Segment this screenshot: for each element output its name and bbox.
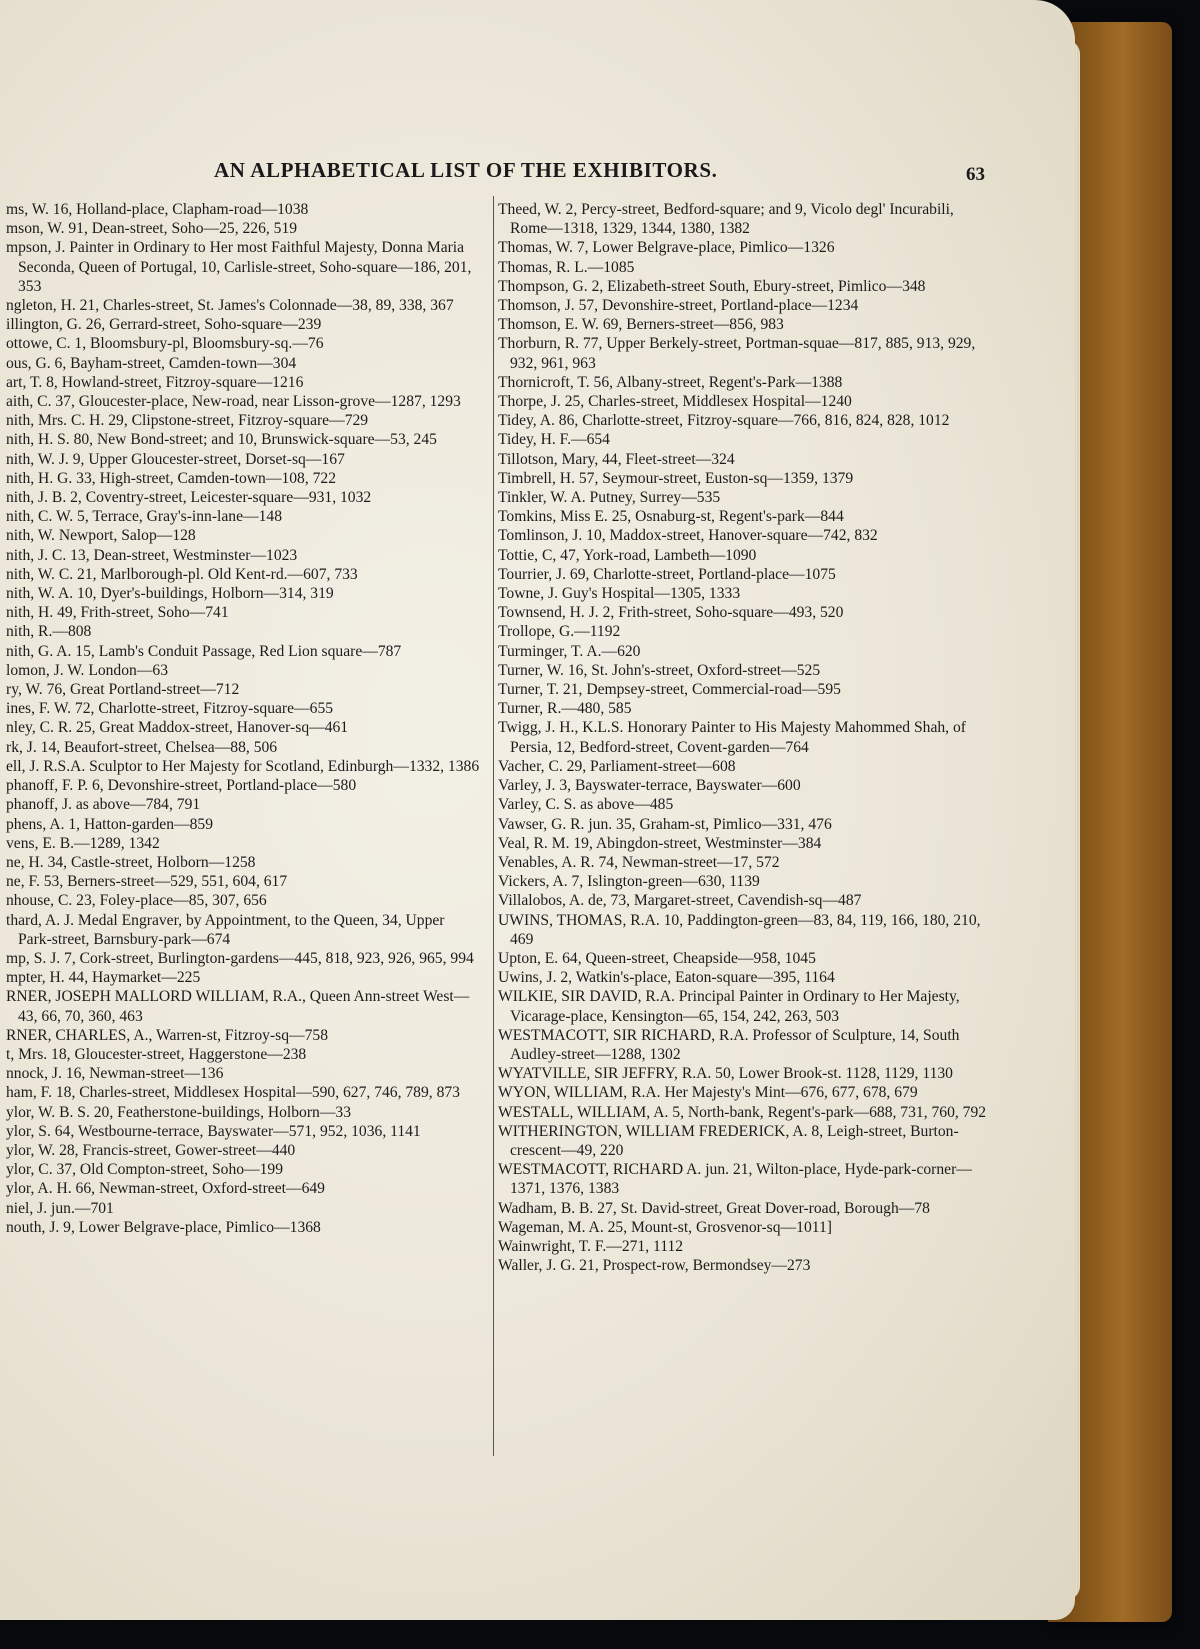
exhibitor-entry: aith, C. 37, Gloucester-place, New-road, near Lisson-grove—1287, 1293 [6,393,461,411]
exhibitor-entry: nith, H. 49, Frith-street, Soho—741 [6,604,229,622]
exhibitor-entry: Turner, T. 21, Dempsey-street, Commercial-road—595 [498,681,841,699]
exhibitor-entry: Turner, W. 16, St. John's-street, Oxford-street—525 [498,661,821,679]
exhibitor-entry: mson, W. 91, Dean-street, Soho—25, 226, 519 [6,220,298,238]
exhibitor-entry: ne, F. 53, Berners-street—529, 551, 604, 617 [6,873,288,891]
exhibitor-entry: nith, W. A. 10, Dyer's-buildings, Holborn—314, 319 [6,585,334,603]
exhibitor-entry: phanoff, F. P. 6, Devonshire-street, Portland-place—580 [6,777,357,795]
exhibitor-entry: ylor, S. 64, Westbourne-terrace, Bayswater—571, 952, 1036, 1141 [6,1122,421,1140]
page-number: 63 [966,164,985,185]
exhibitor-entry: nith, W. C. 21, Marlborough-pl. Old Kent-rd.—607, 733 [6,565,358,583]
exhibitor-entry: art, T. 8, Howland-street, Fitzroy-square—1216 [6,373,304,391]
exhibitor-entry: Thomas, W. 7, Lower Belgrave-place, Pimlico—1326 [498,239,835,257]
right-column [498,200,992,1275]
exhibitor-entry: Tidey, A. 86, Charlotte-street, Fitzroy-square—766, 816, 824, 828, 1012 [498,412,950,430]
exhibitor-entry: vens, E. B.—1289, 1342 [6,834,160,852]
exhibitor-entry: ylor, C. 37, Old Compton-street, Soho—199 [6,1161,284,1179]
exhibitor-entry: ylor, W. B. S. 20, Featherstone-buildings, Holborn—33 [6,1103,352,1121]
exhibitor-entry: ylor, W. 28, Francis-street, Gower-street—440 [6,1141,296,1159]
page-title: AN ALPHABETICAL LIST OF THE EXHIBITORS. [214,158,718,182]
exhibitor-entry: ell, J. R.S.A. Sculptor to Her Majesty for Scotland, Edinburgh—1332, 1386 [6,757,480,775]
exhibitor-entry: lomon, J. W. London—63 [6,661,169,679]
exhibitor-entry: RNER, CHARLES, A., Warren-st, Fitzroy-sq—758 [6,1026,329,1044]
exhibitor-entry: t, Mrs. 18, Gloucester-street, Haggerstone—238 [6,1045,307,1063]
exhibitor-entry: Thomas, R. L.—1085 [498,258,635,276]
exhibitor-entry: Wainwright, T. F.—271, 1112 [498,1237,684,1255]
exhibitor-entry: ines, F. W. 72, Charlotte-street, Fitzroy-square—655 [6,700,334,718]
exhibitor-entry: WESTMACOTT, RICHARD A. jun. 21, Wilton-place, Hyde-park-corner—1371, 1376, 1383 [498,1161,972,1198]
exhibitor-entry: Turminger, T. A.—620 [498,642,641,660]
exhibitor-entry: WESTALL, WILLIAM, A. 5, North-bank, Regent's-park—688, 731, 760, 792 [498,1103,987,1121]
exhibitor-entry: WYON, WILLIAM, R.A. Her Majesty's Mint—676, 677, 678, 679 [498,1084,918,1102]
exhibitor-entry: Tottie, C, 47, York-road, Lambeth—1090 [498,546,757,564]
exhibitor-entry: nouth, J. 9, Lower Belgrave-place, Pimlico—1368 [6,1218,321,1236]
exhibitor-entry: Thompson, G. 2, Elizabeth-street South, Ebury-street, Pimlico—348 [498,277,926,295]
exhibitor-entry: Thomson, E. W. 69, Berners-street—856, 983 [498,316,784,334]
exhibitor-entry: Upton, E. 64, Queen-street, Cheapside—958, 1045 [498,949,816,967]
exhibitor-entry: ous, G. 6, Bayham-street, Camden-town—304 [6,354,297,372]
left-column [6,200,482,1237]
exhibitor-entry: ry, W. 76, Great Portland-street—712 [6,681,240,699]
exhibitor-entry: nith, R.—808 [6,623,92,641]
column-divider [493,196,494,1456]
exhibitor-entry: nith, W. J. 9, Upper Gloucester-street, Dorset-sq—167 [6,450,345,468]
exhibitor-entry: nith, J. C. 13, Dean-street, Westminster—1023 [6,546,298,564]
exhibitor-entry: Thomson, J. 57, Devonshire-street, Portland-place—1234 [498,297,859,315]
exhibitor-entry: ham, F. 18, Charles-street, Middlesex Hospital—590, 627, 746, 789, 873 [6,1084,460,1102]
exhibitor-entry: Towne, J. Guy's Hospital—1305, 1333 [498,585,741,603]
exhibitor-entry: illington, G. 26, Gerrard-street, Soho-square—239 [6,316,322,334]
exhibitor-entry: Uwins, J. 2, Watkin's-place, Eaton-square—395, 1164 [498,969,835,987]
exhibitor-entry: Vacher, C. 29, Parliament-street—608 [498,757,736,775]
exhibitor-entry: WESTMACOTT, SIR RICHARD, R.A. Professor of Sculpture, 14, South Audley-street—1288, 1302 [498,1026,960,1063]
exhibitor-entry: Twigg, J. H., K.L.S. Honorary Painter to His Majesty Mahommed Shah, of Persia, 12, Bedford-street, Covent-garden—764 [498,719,966,756]
exhibitor-entry: Thorpe, J. 25, Charles-street, Middlesex Hospital—1240 [498,393,852,411]
exhibitor-entry: Wadham, B. B. 27, St. David-street, Great Dover-road, Borough—78 [498,1199,930,1217]
exhibitor-entry: ms, W. 16, Holland-place, Clapham-road—1038 [6,201,309,218]
exhibitor-entry: nley, C. R. 25, Great Maddox-street, Hanover-sq—461 [6,719,349,737]
exhibitor-entry: Vawser, G. R. jun. 35, Graham-st, Pimlico—331, 476 [498,815,832,833]
exhibitor-entry: Townsend, H. J. 2, Frith-street, Soho-square—493, 520 [498,604,844,622]
exhibitor-entry: rk, J. 14, Beaufort-street, Chelsea—88, 506 [6,738,278,756]
exhibitor-entry: WITHERINGTON, WILLIAM FREDERICK, A. 8, Leigh-street, Burton-crescent—49, 220 [498,1122,959,1159]
exhibitor-entry: Vickers, A. 7, Islington-green—630, 1139 [498,873,760,891]
exhibitor-entry: Trollope, G.—1192 [498,623,621,641]
exhibitor-entry: Wageman, M. A. 25, Mount-st, Grosvenor-sq—1011] [498,1218,832,1236]
exhibitor-entry: nnock, J. 16, Newman-street—136 [6,1065,224,1083]
exhibitor-entry: Venables, A. R. 74, Newman-street—17, 572 [498,853,780,871]
exhibitor-entry: Tomkins, Miss E. 25, Osnaburg-st, Regent's-park—844 [498,508,844,526]
exhibitor-entry: Varley, C. S. as above—485 [498,796,674,814]
exhibitor-entry: Tinkler, W. A. Putney, Surrey—535 [498,489,721,507]
exhibitor-entry: nith, J. B. 2, Coventry-street, Leicester-square—931, 1032 [6,489,372,507]
exhibitor-entry: nith, W. Newport, Salop—128 [6,527,196,545]
exhibitor-entry: Waller, J. G. 21, Prospect-row, Bermondsey—273 [498,1257,811,1275]
exhibitor-entry: Tomlinson, J. 10, Maddox-street, Hanover-square—742, 832 [498,527,878,545]
exhibitor-entry: niel, J. jun.—701 [6,1199,114,1217]
exhibitor-entry: nith, G. A. 15, Lamb's Conduit Passage, Red Lion square—787 [6,642,402,660]
exhibitor-entry: Timbrell, H. 57, Seymour-street, Euston-sq—1359, 1379 [498,469,854,487]
exhibitor-entry: UWINS, THOMAS, R.A. 10, Paddington-green—83, 84, 119, 166, 180, 210, 469 [498,911,981,948]
exhibitor-entry: nhouse, C. 23, Foley-place—85, 307, 656 [6,892,267,910]
exhibitor-entry: WILKIE, SIR DAVID, R.A. Principal Painter in Ordinary to Her Majesty, Vicarage-place, Kensington—65, 154, 242, 263, 503 [498,988,960,1025]
exhibitor-entry: ne, H. 34, Castle-street, Holborn—1258 [6,853,256,871]
exhibitor-entry: phens, A. 1, Hatton-garden—859 [6,815,214,833]
exhibitor-entry: Villalobos, A. de, 73, Margaret-street, Cavendish-sq—487 [498,892,862,910]
exhibitor-entry: Veal, R. M. 19, Abingdon-street, Westminster—384 [498,834,822,852]
exhibitor-entry: Turner, R.—480, 585 [498,700,632,718]
page-header [0,158,1000,190]
exhibitor-entry: WYATVILLE, SIR JEFFRY, R.A. 50, Lower Brook-st. 1128, 1129, 1130 [498,1065,953,1083]
exhibitor-entry: Varley, J. 3, Bayswater-terrace, Bayswater—600 [498,777,801,795]
exhibitor-entry: Tillotson, Mary, 44, Fleet-street—324 [498,450,735,468]
exhibitor-entry: thard, A. J. Medal Engraver, by Appointment, to the Queen, 34, Upper Park-street, Barnsbury-park—674 [6,911,445,948]
exhibitor-entry: ottowe, C. 1, Bloomsbury-pl, Bloomsbury-sq.—76 [6,335,324,353]
exhibitor-entry: Tourrier, J. 69, Charlotte-street, Portland-place—1075 [498,565,836,583]
exhibitor-entry: Thornicroft, T. 56, Albany-street, Regent's-Park—1388 [498,373,843,391]
exhibitor-entry: mpson, J. Painter in Ordinary to Her most Faithful Majesty, Donna Maria Seconda, Queen of Portugal, 10, Carlisle-street, Soho-square—186, 201, 353 [6,239,472,295]
exhibitor-entry: mp, S. J. 7, Cork-street, Burlington-gardens—445, 818, 923, 926, 965, 994 [6,949,474,967]
exhibitor-entry: ylor, A. H. 66, Newman-street, Oxford-street—649 [6,1180,325,1198]
exhibitor-entry: ngleton, H. 21, Charles-street, St. James's Colonnade—38, 89, 338, 367 [6,297,454,315]
exhibitor-entry: Thorburn, R. 77, Upper Berkely-street, Portman-squae—817, 885, 913, 929, 932, 961, 963 [498,335,976,372]
exhibitor-entry: nith, H. S. 80, New Bond-street; and 10, Brunswick-square—53, 245 [6,431,437,449]
exhibitor-entry: mpter, H. 44, Haymarket—225 [6,969,201,987]
exhibitor-entry: Tidey, H. F.—654 [498,431,610,449]
exhibitor-entry: nith, H. G. 33, High-street, Camden-town—108, 722 [6,469,337,487]
exhibitor-entry: nith, Mrs. C. H. 29, Clipstone-street, Fitzroy-square—729 [6,412,369,430]
exhibitor-entry: Theed, W. 2, Percy-street, Bedford-square; and 9, Vicolo degl' Incurabili, Rome—1318, 1329, 1344, 1380, 1382 [498,201,954,238]
exhibitor-entry: RNER, JOSEPH MALLORD WILLIAM, R.A., Queen Ann-street West—43, 66, 70, 360, 463 [6,988,470,1025]
exhibitor-entry: nith, C. W. 5, Terrace, Gray's-inn-lane—148 [6,508,282,526]
exhibitor-entry: phanoff, J. as above—784, 791 [6,796,201,814]
